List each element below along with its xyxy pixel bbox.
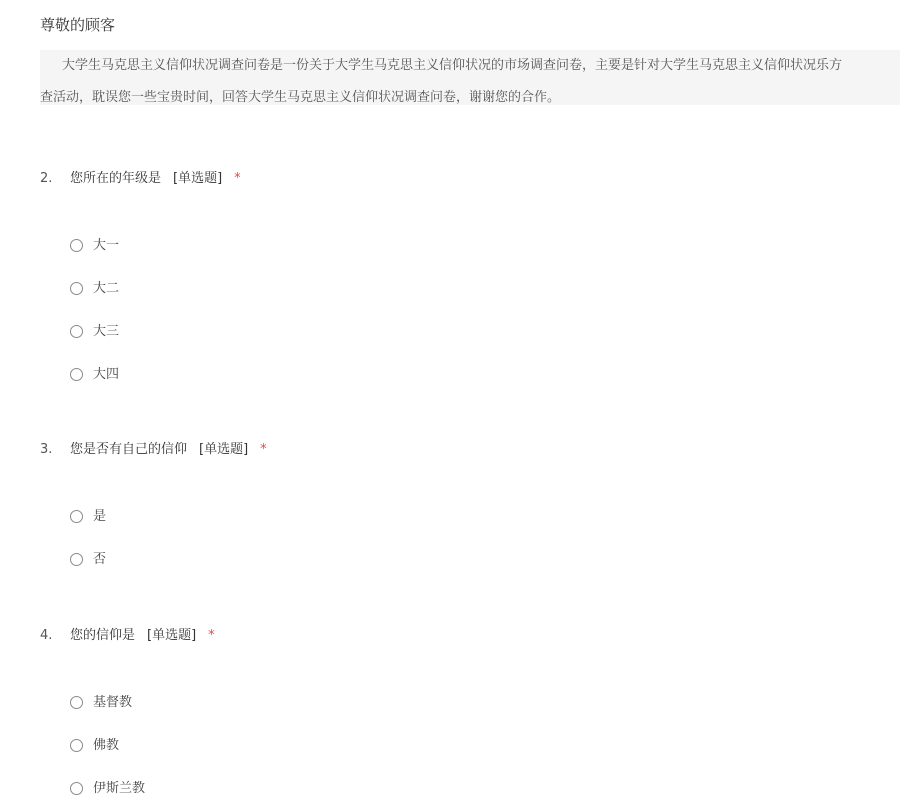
radio-button[interactable]: [70, 282, 83, 295]
option-item[interactable]: [40, 553, 880, 596]
required-mark: *: [208, 628, 215, 643]
option-item[interactable]: [40, 368, 880, 411]
option-label[interactable]: 大二: [93, 281, 120, 296]
radio-button[interactable]: [70, 553, 83, 566]
radio-button[interactable]: [70, 782, 83, 795]
intro-panel: [40, 50, 900, 105]
option-label[interactable]: 伊斯兰教: [93, 781, 146, 796]
question-text-wrap: [70, 626, 215, 646]
question-text: 您是否有自己的信仰: [70, 442, 188, 457]
question-title: [40, 169, 880, 189]
option-item[interactable]: [40, 239, 880, 282]
question-text: 您所在的年级是: [70, 171, 162, 186]
option-item[interactable]: [40, 739, 880, 782]
option-item[interactable]: [40, 782, 880, 800]
option-label[interactable]: 基督教: [93, 695, 133, 710]
question-type: [单选题]: [173, 171, 223, 186]
radio-button[interactable]: [70, 510, 83, 523]
option-item[interactable]: [40, 282, 880, 325]
question-type: [单选题]: [199, 442, 249, 457]
question-text-wrap: [70, 169, 241, 189]
option-label[interactable]: 是: [93, 509, 107, 524]
intro-text-line-2: 查活动，耽误您一些宝贵时间，回答大学生马克思主义信仰状况调查问卷，谢谢您的合作。: [40, 90, 561, 105]
radio-button[interactable]: [70, 368, 83, 381]
question-title: [40, 440, 880, 460]
intro-text-line-1: 大学生马克思主义信仰状况调查问卷是一份关于大学生马克思主义信仰状况的市场调查问卷，主要是针对大学生马克思主义信仰状况乐方: [62, 58, 843, 73]
question-number: 2.: [40, 171, 53, 186]
option-item[interactable]: [40, 696, 880, 739]
option-list: [40, 696, 880, 800]
question-title: [40, 626, 880, 646]
question-number: 4.: [40, 628, 53, 643]
option-label[interactable]: 大三: [93, 324, 120, 339]
option-label[interactable]: 佛教: [93, 738, 120, 753]
required-mark: *: [260, 442, 267, 457]
option-list: [40, 510, 880, 596]
question-grade: [40, 169, 880, 411]
option-list: [40, 239, 880, 411]
question-type: [单选题]: [147, 628, 197, 643]
question-text-wrap: [70, 440, 267, 460]
greeting-title: 尊敬的顾客: [40, 16, 116, 34]
option-label[interactable]: 大一: [93, 238, 120, 253]
required-mark: *: [234, 171, 241, 186]
question-number: 3.: [40, 442, 53, 457]
radio-button[interactable]: [70, 739, 83, 752]
option-item[interactable]: [40, 325, 880, 368]
option-item[interactable]: [40, 510, 880, 553]
option-label[interactable]: 否: [93, 552, 107, 567]
radio-button[interactable]: [70, 696, 83, 709]
radio-button[interactable]: [70, 239, 83, 252]
question-has-belief: [40, 440, 880, 596]
question-text: 您的信仰是: [70, 628, 136, 643]
option-label[interactable]: 大四: [93, 367, 120, 382]
question-belief-type: [40, 626, 880, 800]
radio-button[interactable]: [70, 325, 83, 338]
